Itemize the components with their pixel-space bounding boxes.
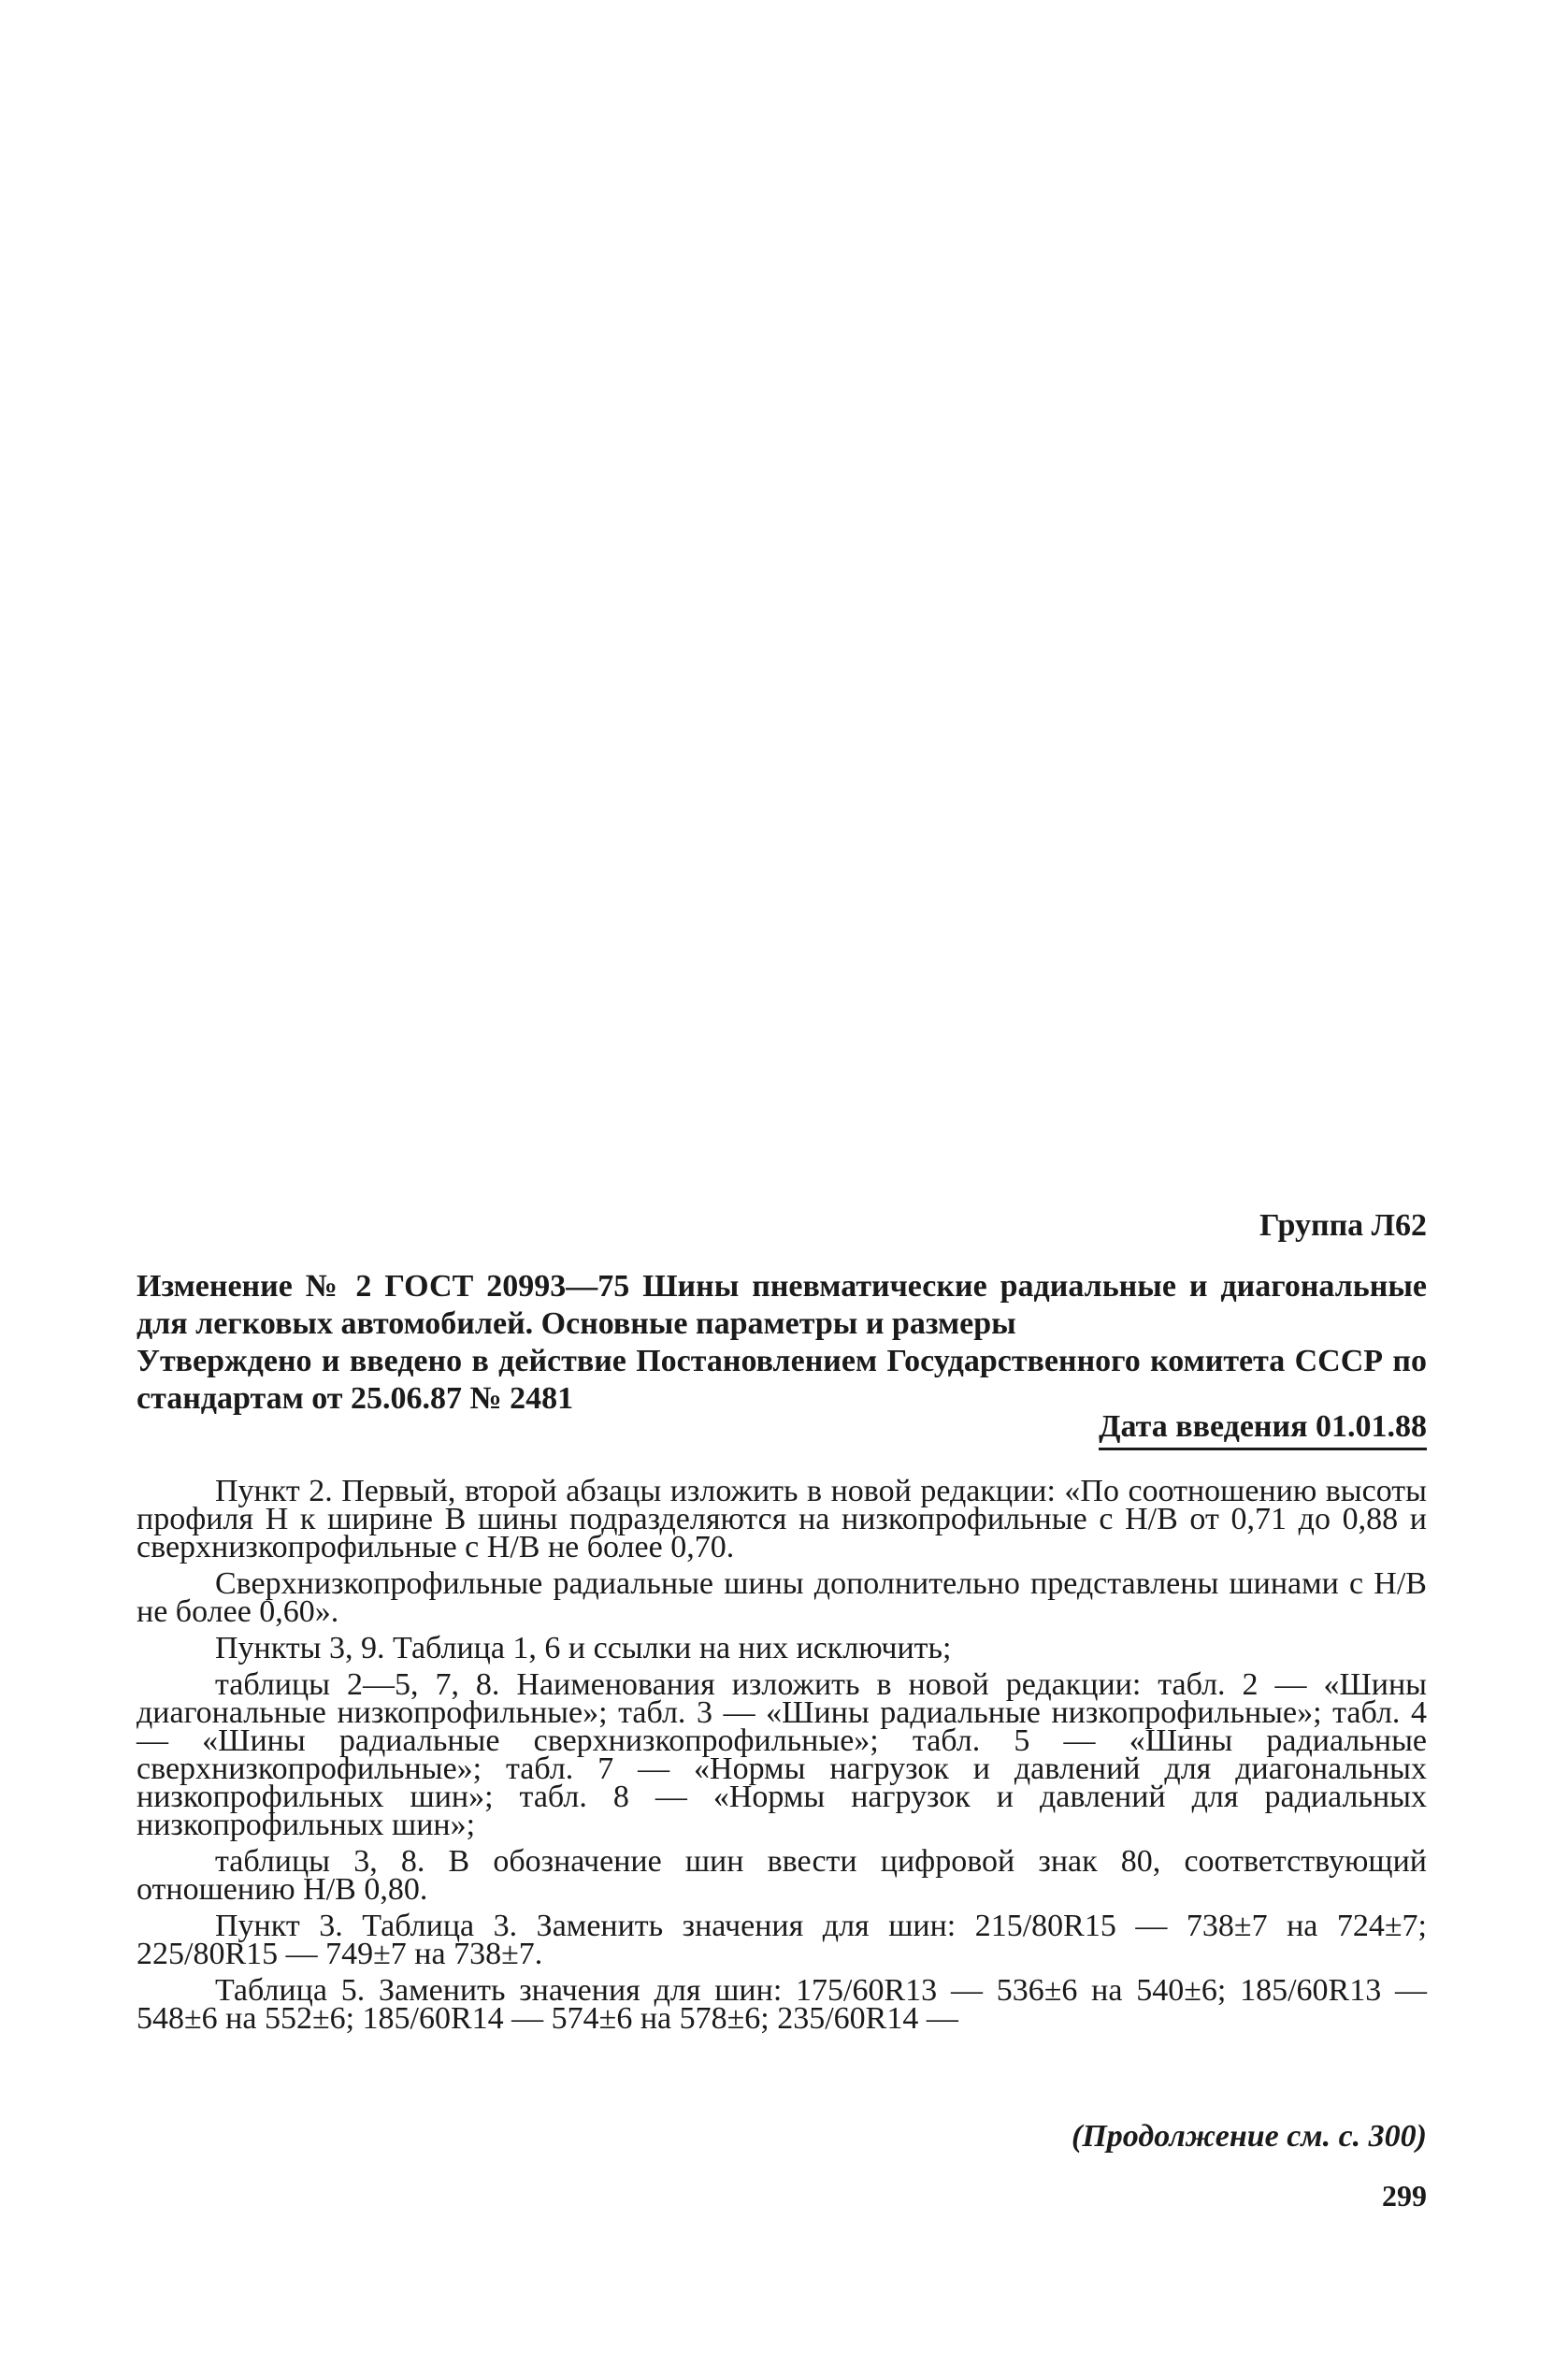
approval-statement: Утверждено и введено в действие Постановлением Государственного комитета СССР по стандартам от 25.06.87 № 2481: [137, 1344, 1427, 1416]
paragraph: Пункт 2. Первый, второй абзацы изложить в новой редакции: «По соотношению высоты профиля H к ширине В шины подразделяются на низкопрофильные с H/B от 0,71 до 0,88 и сверхнизкопрофильные с H/B не более 0,70.: [137, 1474, 1427, 1564]
paragraph: Пункт 3. Таблица 3. Заменить значения для шин: 215/80R15 — 738±7 на 724±7; 225/80R15 — 749±7 на 738±7.: [137, 1909, 1427, 1971]
group-label: Группа Л62: [1259, 1208, 1427, 1243]
page-number: 299: [1382, 2179, 1427, 2213]
paragraph: таблицы 3, 8. В обозначение шин ввести цифровой знак 80, соответствующий отношению H/B 0,80.: [137, 1844, 1427, 1907]
paragraph: Таблица 5. Заменить значения для шин: 175/60R13 — 536±6 на 540±6; 185/60R13 — 548±6 на 552±6; 185/60R14 — 574±6 на 578±6; 235/60R14 —: [137, 1973, 1427, 2036]
paragraph: Пункты 3, 9. Таблица 1, 6 и ссылки на них исключить;: [215, 1631, 952, 1665]
amendment-title: Изменение № 2 ГОСТ 20993—75 Шины пневматические радиальные и диагональные для легковых автомобилей. Основные параметры и размеры: [137, 1269, 1427, 1341]
paragraph: таблицы 2—5, 7, 8. Наименования изложить в новой редакции: табл. 2 — «Шины диагональные низкопрофильные»; табл. 3 — «Шины радиальные низкопрофильные»; табл. 4 — «Шины радиальные сверхнизкопрофильные»; табл. 5 — «Шины радиальные сверхнизкопрофильные»; табл. 7 — «Нормы нагрузок и давлений для диагональных низкопрофильных шин»; табл. 8 — «Нормы нагрузок и давлений для радиальных низкопрофильных шин»;: [137, 1667, 1427, 1842]
document-header: [137, 1268, 1427, 1418]
paragraph: Сверхнизкопрофильные радиальные шины дополнительно представлены шинами с H/B не более 0,60».: [137, 1566, 1427, 1629]
introduction-date: Дата введения 01.01.88: [1099, 1408, 1427, 1450]
document-body: [137, 1474, 1427, 2041]
continuation-note: (Продолжение см. с. 300): [1072, 2119, 1427, 2154]
